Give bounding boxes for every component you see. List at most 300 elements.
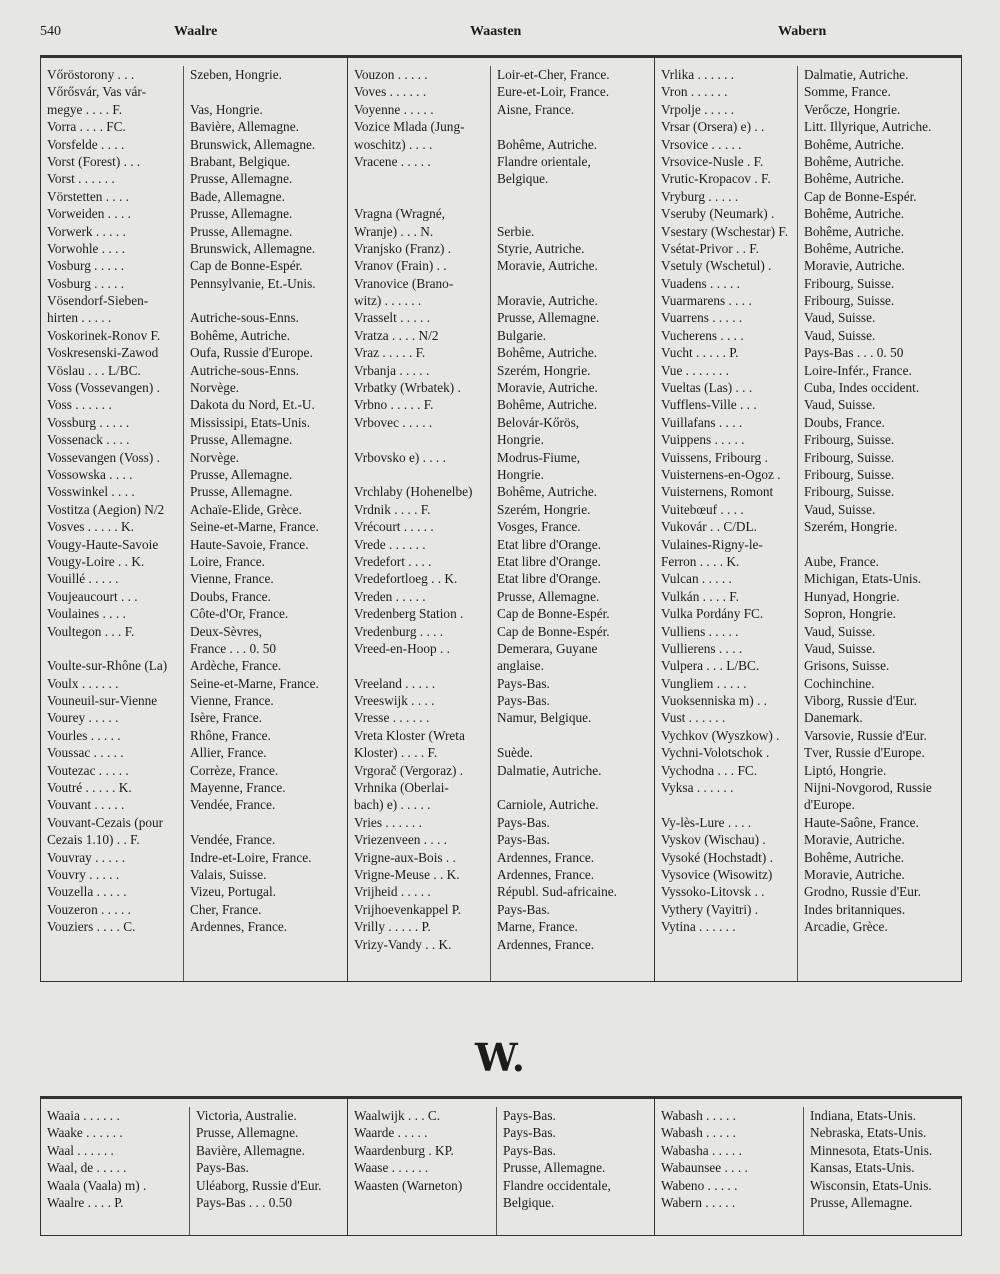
place-location: Brunswick, Allemagne. — [190, 136, 316, 152]
place-location — [497, 727, 654, 744]
place-location: Seine-et-Marne, France. — [190, 519, 319, 535]
place-name: Vrbovec . . . . . — [354, 414, 433, 430]
place-name: Vőröstorony . . . — [47, 67, 135, 82]
place-location: Szeben, Hongrie. — [190, 67, 282, 82]
place-name: Vosves . . . . . K. — [47, 519, 134, 535]
section-letter: W. — [475, 1035, 525, 1080]
place-location: Hongrie. — [497, 432, 544, 448]
place-name: Voss (Vossevangen) . — [47, 380, 160, 396]
place-name: Vuissens, Fribourg . — [661, 449, 768, 465]
place-name: Wabash . . . . . — [661, 1108, 737, 1123]
location-column — [183, 66, 347, 981]
place-location: Suède. — [497, 745, 533, 761]
place-name — [47, 640, 183, 657]
place-name: Wabeno . . . . . — [661, 1177, 738, 1193]
place-name — [354, 431, 490, 448]
place-location: Michigan, Etats-Unis. — [804, 571, 922, 587]
place-location: Hunyad, Hongrie. — [804, 588, 900, 604]
place-location: Pays-Bas. — [497, 693, 550, 709]
place-name: Vyskov (Wischau) . — [661, 832, 766, 848]
place-location: Fribourg, Suisse. — [804, 432, 895, 448]
place-name: Voves . . . . . . — [354, 84, 427, 100]
place-name: Wabash . . . . . — [661, 1125, 737, 1141]
place-location: Pays-Bas. — [497, 832, 550, 848]
place-name: Vougy-Haute-Savoie — [47, 536, 159, 552]
place-location: Prusse, Allemagne. — [190, 432, 293, 448]
place-location: Nijni-Novgorod, Russie — [804, 780, 932, 796]
place-name: Vossowska . . . . — [47, 466, 133, 482]
place-location: Moravie, Autriche. — [804, 866, 905, 882]
place-location: Doubs, France. — [190, 588, 271, 604]
place-location: Prusse, Allemagne. — [497, 310, 600, 326]
place-name: Vucherens . . . . — [661, 327, 744, 343]
place-name: Vysoké (Hochstadt) . — [661, 849, 773, 865]
place-location: Prusse, Allemagne. — [190, 171, 293, 187]
place-name: Vredenburg . . . . — [354, 623, 444, 639]
place-name: Vucht . . . . . P. — [661, 345, 739, 361]
place-name: Cezais 1.10) . . F. — [47, 832, 140, 848]
place-name: Waal, de . . . . . — [47, 1160, 127, 1176]
place-name: Vourey . . . . . — [47, 710, 119, 726]
place-location: Carniole, Autriche. — [497, 797, 599, 813]
place-location: Etat libre d'Orange. — [497, 571, 601, 587]
place-name: Vuarrens . . . . . — [661, 310, 743, 326]
place-name: Vukovár . . C/DL. — [661, 519, 757, 535]
place-location: Somme, France. — [804, 84, 891, 100]
place-name: Waalre . . . . P. — [47, 1194, 124, 1210]
place-name: Vsétat-Privor . . F. — [661, 240, 759, 256]
place-name: Vythery (Vayitri) . — [661, 901, 759, 917]
place-name: Vsetuly (Wschetul) . — [661, 258, 772, 274]
header-first-word: Waalre — [174, 24, 218, 39]
place-name: Vouvant-Cezais (pour — [47, 814, 164, 830]
place-name: Vredefort . . . . — [354, 553, 432, 569]
place-name: Vragna (Wragné, — [354, 206, 445, 222]
place-location: Bohême, Autriche. — [804, 223, 905, 239]
place-location: Ardennes, France. — [497, 866, 595, 882]
place-name: Voulte-sur-Rhône (La) — [47, 658, 168, 674]
gazetteer-table-v — [40, 55, 962, 982]
place-location: Serbie. — [497, 223, 535, 239]
place-name: Vrbno . . . . . F. — [354, 397, 434, 413]
place-name: Kloster) . . . . F. — [354, 745, 438, 761]
place-location: Vaud, Suisse. — [804, 397, 876, 413]
place-name: bach) e) . . . . . — [354, 797, 431, 813]
place-location: Varsovie, Russie d'Eur. — [804, 727, 927, 743]
location-column — [189, 1107, 347, 1235]
place-name: Vychni-Volotschok . — [661, 745, 770, 761]
place-location: Prusse, Allemagne. — [190, 206, 293, 222]
place-name: Vrhnika (Oberlai- — [354, 780, 449, 796]
place-name: Waase . . . . . . — [354, 1160, 429, 1176]
place-name: Vouziers . . . . C. — [47, 919, 136, 935]
place-name: Vue . . . . . . . — [661, 362, 729, 378]
place-name: Vraz . . . . . F. — [354, 345, 426, 361]
place-name: Vouzella . . . . . — [47, 884, 127, 900]
place-name: Vrlika . . . . . . — [661, 67, 735, 82]
place-name: Vorwerk . . . . . — [47, 223, 126, 239]
place-name: Vossevangen (Voss) . — [47, 449, 160, 465]
place-name: woschitz) . . . . — [354, 136, 433, 152]
place-name — [354, 188, 490, 205]
place-location: Bohême, Autriche. — [497, 136, 598, 152]
place-location: Flandre orientale, — [497, 153, 591, 169]
place-location: Valais, Suisse. — [190, 866, 267, 882]
place-location: Prusse, Allemagne. — [810, 1194, 913, 1210]
place-location: Prusse, Allemagne. — [190, 223, 293, 239]
place-name: Vosswinkel . . . . — [47, 484, 135, 500]
place-location: Seine-et-Marne, France. — [190, 675, 319, 691]
place-name: Vöslau . . . L/BC. — [47, 362, 141, 378]
place-name: Vuisternens, Romont — [661, 484, 774, 500]
place-location: Bohême, Autriche. — [497, 345, 598, 361]
place-location: Tver, Russie d'Europe. — [804, 745, 925, 761]
place-name: Vrsovice-Nusle . F. — [661, 153, 764, 169]
place-location: Litt. Illyrique, Autriche. — [804, 119, 932, 135]
place-name: Vreeland . . . . . — [354, 675, 436, 691]
place-location: Uléaborg, Russie d'Eur. — [196, 1177, 322, 1193]
place-location: Grodno, Russie d'Eur. — [804, 884, 921, 900]
place-location: Loire, France. — [190, 553, 265, 569]
place-location: Szerém, Hongrie. — [804, 519, 898, 535]
place-location: Bohême, Autriche. — [497, 397, 598, 413]
place-location: Fribourg, Suisse. — [804, 484, 895, 500]
place-location — [497, 779, 654, 796]
place-location: Flandre occidentale, — [503, 1177, 611, 1193]
place-location: Vosges, France. — [497, 519, 581, 535]
place-name: Vourles . . . . . — [47, 727, 121, 743]
place-location: Ardèche, France. — [190, 658, 282, 674]
place-name: hirten . . . . . — [47, 310, 112, 326]
place-name: Vorwohle . . . . — [47, 240, 126, 256]
place-name: Vosburg . . . . . — [47, 258, 125, 274]
place-location: Sopron, Hongrie. — [804, 606, 896, 622]
location-column — [797, 66, 961, 981]
place-name: Waake . . . . . . — [47, 1125, 123, 1141]
place-name: Wabern . . . . . — [661, 1194, 736, 1210]
place-name: Vrilly . . . . . P. — [354, 919, 431, 935]
place-location: Mississipi, Etats-Unis. — [190, 414, 311, 430]
place-name: Vufflens-Ville . . . — [661, 397, 757, 413]
place-name: Vrchlaby (Hohenelbe) — [354, 484, 473, 500]
place-name: Vouzeron . . . . . — [47, 901, 131, 917]
place-name: Vsestary (Wschestar) F. — [661, 223, 789, 239]
place-name: Vrsar (Orsera) e) . . — [661, 119, 765, 135]
place-location: Fribourg, Suisse. — [804, 449, 895, 465]
place-location: Nebraska, Etats-Unis. — [810, 1125, 927, 1141]
place-name: Vouneuil-sur-Vienne — [47, 693, 158, 709]
place-name: Vrijheid . . . . . — [354, 884, 431, 900]
place-name: Vuadens . . . . . — [661, 275, 740, 291]
place-location: Cuba, Indes occident. — [804, 380, 920, 396]
place-location: Fribourg, Suisse. — [804, 293, 895, 309]
place-location: Vienne, France. — [190, 693, 274, 709]
place-name: Vouillé . . . . . — [47, 571, 119, 587]
place-location: Liptó, Hongrie. — [804, 762, 887, 778]
place-name: Voutezac . . . . . — [47, 762, 129, 778]
place-location: Aube, France. — [804, 553, 879, 569]
place-name: witz) . . . . . . — [354, 293, 422, 309]
running-header — [40, 24, 960, 46]
place-location: Républ. Sud-africaine. — [497, 884, 618, 900]
place-location: Modrus-Fiume, — [497, 449, 581, 465]
place-location: Bulgarie. — [497, 327, 547, 343]
place-name: Voutré . . . . . K. — [47, 780, 132, 796]
place-name: Vron . . . . . . — [661, 84, 728, 100]
place-name: Vratza . . . . N/2 — [354, 327, 439, 343]
place-location: Prusse, Allemagne. — [497, 588, 600, 604]
place-name: Vreeswijk . . . . — [354, 693, 435, 709]
place-location: Indiana, Etats-Unis. — [810, 1108, 916, 1123]
place-location: Vendée, France. — [190, 797, 276, 813]
place-location: Grisons, Suisse. — [804, 658, 890, 674]
place-location: Vaud, Suisse. — [804, 310, 876, 326]
place-location: Vizeu, Portugal. — [190, 884, 276, 900]
place-location: Bavière, Allemagne. — [190, 119, 299, 135]
place-name — [661, 796, 797, 813]
place-location: Marne, France. — [497, 919, 578, 935]
place-location: Rhône, France. — [190, 727, 271, 743]
place-location: Vaud, Suisse. — [804, 640, 876, 656]
place-location: Cap de Bonne-Espér. — [804, 188, 917, 204]
place-location: Oufa, Russie d'Europe. — [190, 345, 313, 361]
place-name: Vulkán . . . . F. — [661, 588, 739, 604]
location-column — [490, 66, 654, 981]
place-location: Allier, France. — [190, 745, 267, 761]
place-location: Moravie, Autriche. — [804, 832, 905, 848]
place-location — [497, 188, 654, 205]
place-location: Verőcze, Hongrie. — [804, 101, 901, 117]
place-location: Cap de Bonne-Espér. — [497, 606, 610, 622]
place-name: Vrpolje . . . . . — [661, 101, 735, 117]
place-location: Norvège. — [190, 380, 240, 396]
place-location: Minnesota, Etats-Unis. — [810, 1142, 933, 1158]
place-name: Vouvry . . . . . — [47, 866, 120, 882]
place-location: Bohême, Autriche. — [804, 206, 905, 222]
place-name: Vougy-Loire . . K. — [47, 553, 145, 569]
page-number: 540 — [40, 24, 61, 39]
place-location: Cap de Bonne-Espér. — [497, 623, 610, 639]
column-group — [654, 56, 961, 981]
place-location: d'Europe. — [804, 797, 855, 813]
place-name: Vuoksenniska m) . . — [661, 693, 767, 709]
place-name: Vulaines-Rigny-le- — [661, 536, 763, 552]
place-location: Bohême, Autriche. — [804, 171, 905, 187]
place-location: Vienne, France. — [190, 571, 274, 587]
place-location: Etat libre d'Orange. — [497, 553, 601, 569]
column-group — [347, 56, 654, 981]
place-location: Pennsylvanie, Et.-Unis. — [190, 275, 316, 291]
place-name: Vozice Mlada (Jung- — [354, 119, 465, 135]
column-group — [41, 56, 347, 981]
place-name: Vseruby (Neumark) . — [661, 206, 775, 222]
place-location: Eure-et-Loir, France. — [497, 84, 610, 100]
place-location: Pays-Bas. — [497, 675, 550, 691]
place-name: Vrutic-Kropacov . F. — [661, 171, 771, 187]
place-name: Waaia . . . . . . — [47, 1108, 120, 1123]
place-location: Arcadie, Grèce. — [804, 919, 888, 935]
place-name: Waala (Vaala) m) . — [47, 1177, 147, 1193]
place-name-column — [348, 66, 490, 981]
place-location: Bohême, Autriche. — [804, 136, 905, 152]
place-location: Etat libre d'Orange. — [497, 536, 601, 552]
place-location: Wisconsin, Etats-Unis. — [810, 1177, 932, 1193]
place-location — [190, 83, 347, 100]
place-name: Vossenack . . . . — [47, 432, 130, 448]
place-name: Vyksa . . . . . . — [661, 780, 734, 796]
column-group — [347, 1097, 654, 1235]
gazetteer-table-w — [40, 1096, 962, 1236]
place-name: Waarde . . . . . — [354, 1125, 428, 1141]
place-location: Prusse, Allemagne. — [190, 466, 293, 482]
place-name: Vranjsko (Franz) . — [354, 240, 452, 256]
place-name: Vryburg . . . . . — [661, 188, 739, 204]
place-name: Vyssoko-Litovsk . . — [661, 884, 765, 900]
place-name: Vrbatky (Wrbatek) . — [354, 380, 461, 396]
place-name: Vysovice (Wisowitz) — [661, 866, 773, 882]
place-name: Vueltas (Las) . . . — [661, 380, 753, 396]
place-location: Belgique. — [503, 1194, 555, 1210]
place-location: Achaïe-Elide, Grèce. — [190, 501, 302, 517]
place-location: Côte-d'Or, France. — [190, 606, 289, 622]
place-name: Vychkov (Wyszkow) . — [661, 727, 780, 743]
place-location: Dalmatie, Autriche. — [804, 67, 909, 82]
column-group — [654, 1097, 961, 1235]
place-name: Vorst . . . . . . — [47, 171, 115, 187]
place-location: Styrie, Autriche. — [497, 240, 585, 256]
place-location: Bohême, Autriche. — [190, 327, 291, 343]
place-name: Vranov (Frain) . . — [354, 258, 447, 274]
place-name: Voujeaucourt . . . — [47, 588, 138, 604]
place-name: Waardenburg . KP. — [354, 1142, 454, 1158]
place-name: Vőrősvár, Vas vár- — [47, 84, 147, 100]
column-group — [41, 1097, 347, 1235]
place-location: Pays-Bas. — [503, 1108, 556, 1123]
place-name-column — [41, 1107, 189, 1235]
place-name: Vuarmarens . . . . — [661, 293, 752, 309]
place-location: Victoria, Australie. — [196, 1108, 297, 1123]
header-middle-word: Waasten — [470, 24, 522, 39]
place-name: Vrécourt . . . . . — [354, 519, 434, 535]
place-name: Wabasha . . . . . — [661, 1142, 742, 1158]
place-name: Vredefortloeg . . K. — [354, 571, 458, 587]
place-location: Ardennes, France. — [497, 849, 595, 865]
place-name: Vulpera . . . L/BC. — [661, 658, 760, 674]
place-location: Namur, Belgique. — [497, 710, 592, 726]
place-location: Doubs, France. — [804, 414, 885, 430]
place-name: Voultegon . . . F. — [47, 623, 135, 639]
location-column — [803, 1107, 961, 1235]
place-name: Vrbovsko e) . . . . — [354, 449, 446, 465]
place-name-column — [41, 66, 183, 981]
place-name: Ferron . . . . K. — [661, 553, 740, 569]
place-name: Vuippens . . . . . — [661, 432, 745, 448]
place-name: Vychodna . . . FC. — [661, 762, 758, 778]
place-location — [190, 814, 347, 831]
place-location: Corrèze, France. — [190, 762, 279, 778]
place-location — [497, 205, 654, 222]
place-name: Vouzon . . . . . — [354, 67, 428, 82]
place-location: Pays-Bas. — [503, 1125, 556, 1141]
place-location: Ardennes, France. — [190, 919, 288, 935]
place-location: Hongrie. — [497, 466, 544, 482]
place-name: Vorst (Forest) . . . — [47, 153, 141, 169]
place-location: Moravie, Autriche. — [497, 258, 598, 274]
place-name: Vy-lès-Lure . . . . — [661, 814, 752, 830]
place-name: Vorra . . . . FC. — [47, 119, 126, 135]
place-location — [804, 536, 961, 553]
place-location — [190, 292, 347, 309]
place-location: Bade, Allemagne. — [190, 188, 285, 204]
place-name: Vracene . . . . . — [354, 153, 431, 169]
place-location: Bavière, Allemagne. — [196, 1142, 305, 1158]
place-location — [497, 118, 654, 135]
place-location: Mayenne, France. — [190, 780, 286, 796]
place-location: Kansas, Etats-Unis. — [810, 1160, 915, 1176]
place-name: Wranje) . . . N. — [354, 223, 434, 239]
place-name: Vries . . . . . . — [354, 814, 422, 830]
place-name: Vouvant . . . . . — [47, 797, 125, 813]
place-name: Vreta Kloster (Wreta — [354, 727, 465, 743]
place-name: Vreed-en-Hoop . . — [354, 640, 450, 656]
place-location: Pays-Bas. — [503, 1142, 556, 1158]
place-location: Norvège. — [190, 449, 240, 465]
place-name: Voulx . . . . . . — [47, 675, 119, 691]
place-location: Indre-et-Loire, France. — [190, 849, 312, 865]
place-name: Vulliens . . . . . — [661, 623, 739, 639]
place-location: Dakota du Nord, Et.-U. — [190, 397, 315, 413]
place-name: Vulcan . . . . . — [661, 571, 732, 587]
place-name — [354, 170, 490, 187]
place-location: Vas, Hongrie. — [190, 101, 263, 117]
place-location: Bohême, Autriche. — [804, 849, 905, 865]
place-name: Voss . . . . . . — [47, 397, 112, 413]
place-location: Vendée, France. — [190, 832, 276, 848]
place-location: Haute-Saône, France. — [804, 814, 919, 830]
place-name: Vulka Pordány FC. — [661, 606, 764, 622]
place-location: Vaud, Suisse. — [804, 623, 876, 639]
place-name: Vungliem . . . . . — [661, 675, 747, 691]
place-location: Loir-et-Cher, France. — [497, 67, 610, 82]
place-name: Vresse . . . . . . — [354, 710, 430, 726]
place-name: Vuillafans . . . . — [661, 414, 743, 430]
place-location: Brabant, Belgique. — [190, 153, 291, 169]
place-name: Voskorinek-Ronov F. — [47, 327, 161, 343]
place-location: Viborg, Russie d'Eur. — [804, 693, 917, 709]
place-location: Bohême, Autriche. — [804, 240, 905, 256]
place-name: Vrigne-aux-Bois . . — [354, 849, 456, 865]
header-last-word: Wabern — [778, 24, 827, 39]
place-name: Vytina . . . . . . — [661, 919, 736, 935]
place-location: Bohême, Autriche. — [497, 484, 598, 500]
place-location: Autriche-sous-Enns. — [190, 310, 299, 326]
place-name: Waal . . . . . . — [47, 1142, 114, 1158]
place-location: Demerara, Guyane — [497, 640, 598, 656]
place-name: Vrizy-Vandy . . K. — [354, 936, 452, 952]
place-name: Vouvray . . . . . — [47, 849, 126, 865]
location-column — [496, 1107, 654, 1235]
place-location: Bohême, Autriche. — [804, 153, 905, 169]
place-name: Vörstetten . . . . — [47, 188, 129, 204]
place-location: Pays-Bas. — [497, 814, 550, 830]
place-location: France . . . 0. 50 — [190, 640, 277, 656]
place-location: Moravie, Autriche. — [804, 258, 905, 274]
place-location: Ardennes, France. — [497, 936, 595, 952]
place-location: anglaise. — [497, 658, 544, 674]
place-location: Moravie, Autriche. — [497, 293, 598, 309]
place-name-column — [655, 66, 797, 981]
place-name: Vriezenveen . . . . — [354, 832, 447, 848]
